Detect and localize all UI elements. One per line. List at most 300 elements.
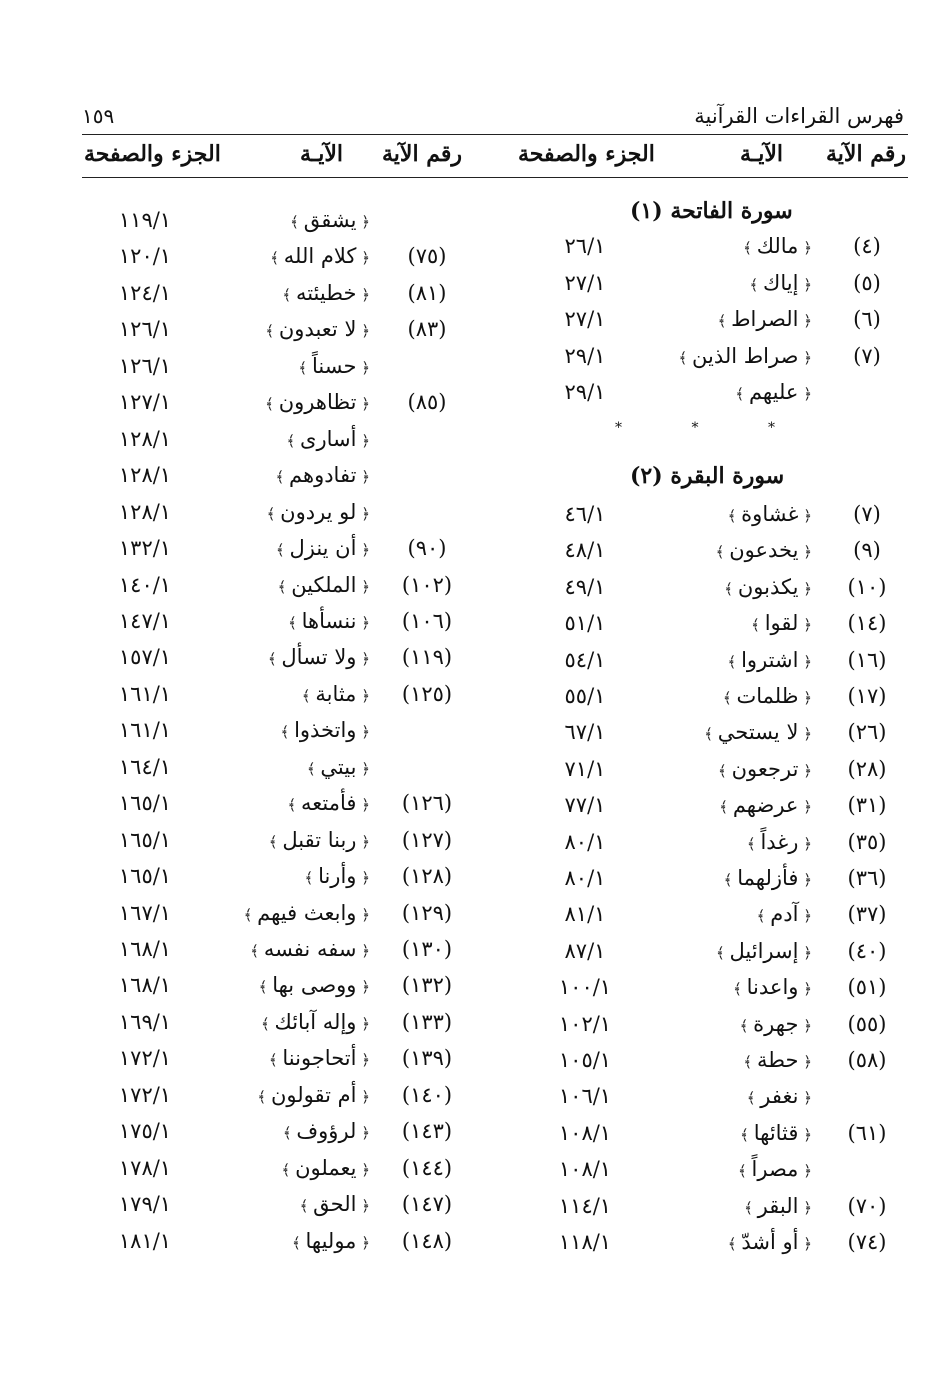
volume-page: ٢٧/١ (564, 270, 606, 295)
ornament-open: ﴿ (356, 759, 370, 778)
verse-number: (١٤٧) (401, 1192, 453, 1217)
volume-page: ٤٩/١ (564, 574, 606, 599)
ornament-open: ﴿ (356, 686, 370, 705)
ornament-close: ﴾ (727, 652, 742, 671)
ornament-close: ﴾ (275, 541, 290, 560)
verse-text (620, 271, 812, 295)
verse-word: فأمتعه (301, 791, 357, 816)
volume-page: ١٢٨/١ (118, 463, 172, 488)
verse-text (620, 380, 812, 404)
ornament-close: ﴾ (743, 1053, 757, 1071)
verse-number: (١١٩) (401, 645, 453, 670)
verse-text (620, 1084, 812, 1108)
volume-page: ١٦٧/١ (118, 900, 172, 925)
verse-number: (١٤٨) (401, 1228, 453, 1253)
volume-page: ٢٧/١ (564, 307, 606, 331)
ornament-close: ﴾ (286, 431, 301, 450)
ornament-open: ﴿ (798, 725, 812, 744)
verse-word: أن ينزل (289, 536, 357, 561)
verse-text (620, 902, 812, 926)
ornament-open: ﴿ (798, 980, 812, 999)
ornament-open: ﴿ (798, 1198, 812, 1217)
ornament-close: ﴾ (268, 1051, 283, 1070)
ornament-close: ﴾ (270, 249, 284, 268)
volume-page: ١٦٥/١ (118, 827, 172, 852)
volume-page: ٢٩/١ (564, 343, 606, 368)
verse-word: ولا تسأل (281, 645, 357, 670)
verse-text (620, 648, 812, 672)
verse-number: (٢٦) (847, 720, 887, 745)
page-number: ١٥٩ (82, 104, 115, 128)
ornament-open: ﴿ (356, 1124, 370, 1143)
volume-page: ١٢٦/١ (118, 317, 172, 342)
ornament-open: ﴿ (798, 1235, 812, 1253)
verse-word: ننسأها (301, 608, 357, 633)
ornament-open: ﴿ (356, 249, 370, 268)
volume-page: ١٦٩/١ (118, 1009, 172, 1034)
verse-number: (٥٥) (847, 1011, 887, 1036)
ornament-open: ﴿ (356, 869, 370, 888)
volume-page: ٥٥/١ (564, 684, 606, 708)
verse-text (620, 538, 812, 562)
verse-text (200, 536, 370, 560)
verse-word: ووصى بها (272, 973, 357, 998)
verse-text (620, 939, 812, 963)
left-header-verse: الآيـة (300, 141, 344, 167)
verse-number: (١٢٦) (401, 791, 453, 816)
verse-number: (١٢٥) (401, 681, 453, 706)
verse-word: مثابة (315, 681, 357, 706)
header-rule (82, 177, 908, 178)
ornament-open: ﴿ (798, 239, 812, 257)
verse-number: (٣٥) (847, 829, 887, 854)
verse-number: (٣١) (847, 793, 887, 818)
verse-text (200, 828, 370, 852)
surah-title-baqara: سورة البقرة (٢) (630, 463, 785, 489)
ornament-open: ﴿ (798, 1053, 812, 1071)
volume-page: ١٧٩/١ (118, 1192, 172, 1217)
verse-number: (١٦) (847, 647, 887, 672)
verse-word: مالك (756, 234, 799, 258)
ornament-close: ﴾ (756, 907, 771, 926)
verse-number: (٨٥) (407, 390, 447, 415)
ornament-close: ﴾ (746, 834, 761, 853)
volume-page: ٢٩/١ (564, 380, 606, 404)
volume-page: ١٥٧/١ (118, 645, 172, 670)
verse-text (200, 1010, 370, 1034)
verse-word: عرضهم (732, 793, 799, 818)
ornament-open: ﴿ (356, 285, 370, 304)
verse-number: (١٣٩) (401, 1046, 453, 1071)
ornament-close: ﴾ (277, 577, 292, 596)
ornament-open: ﴿ (356, 978, 370, 997)
verse-word: سفه نفسه (263, 937, 357, 961)
verse-word: موليها (305, 1228, 357, 1253)
verse-number: (٥١) (847, 975, 887, 1000)
verse-text (620, 684, 812, 708)
left-header-verse-number: رقم الآية (382, 141, 463, 167)
volume-page: ١٠٦/١ (558, 1084, 612, 1109)
ornament-close: ﴾ (715, 543, 730, 562)
verse-text (620, 830, 812, 854)
verse-text (200, 573, 370, 597)
ornament-close: ﴾ (266, 504, 281, 523)
verse-number: (١٤) (847, 611, 887, 636)
ornament-open: ﴿ (356, 1160, 370, 1179)
ornament-open: ﴿ (356, 1233, 370, 1252)
volume-page: ١٧٢/١ (118, 1046, 172, 1071)
ornament-open: ﴿ (356, 796, 370, 815)
ornament-close: ﴾ (291, 1233, 306, 1252)
verse-text (620, 1121, 812, 1145)
verse-text (200, 463, 370, 487)
verse-word: لرؤوف (296, 1119, 357, 1144)
verse-word: نغفر (760, 1084, 799, 1109)
verse-word: يشقق (303, 208, 357, 232)
verse-word: فأزلهما (737, 866, 799, 890)
ornament-close: ﴾ (751, 616, 765, 635)
volume-page: ٨١/١ (564, 902, 606, 927)
verse-text (620, 1194, 812, 1218)
ornament-open: ﴿ (356, 942, 370, 960)
verse-number: (٧٤) (847, 1230, 887, 1254)
verse-text (620, 344, 812, 368)
ornament-close: ﴾ (260, 1014, 275, 1033)
volume-page: ١٦١/١ (118, 718, 172, 743)
right-header-verse: الآيـة (740, 141, 784, 167)
left-header-volume-page: الجزء والصفحة (84, 141, 221, 167)
ornament-close: ﴾ (727, 507, 742, 525)
volume-page: ٤٨/١ (564, 538, 606, 563)
verse-text (200, 317, 370, 341)
ornament-close: ﴾ (727, 1235, 742, 1253)
verse-number: (٧٠) (847, 1193, 887, 1218)
ornament-open: ﴿ (798, 871, 812, 889)
verse-text (200, 791, 370, 815)
ornament-open: ﴿ (798, 907, 812, 926)
volume-page: ١٦٥/١ (118, 864, 172, 889)
separator-star: * (768, 420, 775, 436)
ornament-close: ﴾ (298, 358, 312, 377)
volume-page: ١٠٥/١ (558, 1048, 612, 1072)
volume-page: ١٦١/١ (118, 681, 172, 706)
volume-page: ٨٠/١ (564, 829, 606, 854)
ornament-close: ﴾ (258, 978, 273, 997)
verse-number: (٧) (853, 343, 881, 368)
verse-text (200, 1229, 370, 1253)
verse-word: جهرة (753, 1011, 799, 1036)
volume-page: ١٢٦/١ (118, 353, 172, 378)
verse-text (620, 1230, 812, 1254)
ornament-close: ﴾ (288, 613, 302, 632)
volume-page: ١٢٠/١ (118, 244, 172, 269)
volume-page: ١٦٨/١ (118, 973, 172, 998)
ornament-close: ﴾ (715, 943, 730, 962)
ornament-open: ﴿ (356, 213, 370, 231)
verse-number: (٩) (853, 538, 881, 563)
verse-number: (٢٨) (847, 756, 887, 781)
verse-text (200, 609, 370, 633)
volume-page: ١٤٧/١ (118, 608, 172, 633)
ornament-close: ﴾ (282, 1124, 297, 1143)
verse-text (200, 718, 370, 742)
right-header-volume-page: الجزء والصفحة (518, 141, 655, 167)
verse-number: (٣٧) (847, 902, 887, 927)
ornament-close: ﴾ (743, 239, 757, 257)
ornament-close: ﴾ (275, 468, 290, 487)
verse-number: (١٠٢) (401, 572, 453, 597)
verse-word: الملكين (291, 572, 357, 597)
volume-page: ٤٦/١ (564, 502, 606, 526)
verse-word: بيتي (320, 754, 357, 779)
ornament-close: ﴾ (749, 275, 764, 294)
verse-word: حسناً (311, 353, 357, 378)
verse-number: (٧٥) (407, 244, 447, 269)
verse-text (620, 234, 812, 258)
ornament-open: ﴿ (798, 275, 812, 294)
verse-text (200, 864, 370, 888)
volume-page: ١٧٨/١ (118, 1155, 172, 1180)
verse-number: (١٤٤) (401, 1155, 453, 1180)
ornament-open: ﴿ (798, 798, 812, 817)
ornament-open: ﴿ (798, 616, 812, 635)
volume-page: ١٢٨/١ (118, 499, 172, 524)
verse-word: أسارى (300, 426, 357, 451)
verse-word: إسرائيل (729, 938, 799, 963)
verse-text (620, 720, 812, 744)
ornament-close: ﴾ (704, 725, 718, 744)
volume-page: ١٠٨/١ (558, 1120, 612, 1145)
ornament-open: ﴿ (798, 385, 812, 403)
ornament-open: ﴿ (356, 832, 370, 851)
ornament-open: ﴿ (798, 761, 812, 780)
ornament-close: ﴾ (724, 579, 738, 598)
ornament-close: ﴾ (280, 723, 295, 742)
verse-word: يكذبون (737, 574, 799, 599)
verse-number: (٦١) (847, 1120, 887, 1145)
ornament-close: ﴾ (744, 1198, 758, 1217)
verse-text (620, 575, 812, 599)
verse-number: (٥٨) (847, 1048, 887, 1072)
ornament-open: ﴿ (798, 1125, 812, 1144)
separator-star: * (691, 420, 699, 436)
verse-word: الصراط (731, 307, 799, 331)
ornament-close: ﴾ (265, 322, 279, 341)
ornament-open: ﴿ (798, 312, 812, 330)
ornament-open: ﴿ (798, 689, 812, 707)
verse-word: لقوا (764, 611, 799, 636)
volume-page: ٧٧/١ (564, 793, 606, 818)
volume-page: ١١٩/١ (118, 208, 172, 232)
ornament-close: ﴾ (257, 1087, 271, 1106)
verse-word: أو أشدّ (741, 1230, 799, 1254)
verse-number: (٤٠) (847, 938, 887, 963)
verse-word: واعدنا (746, 975, 799, 1000)
verse-text (200, 281, 370, 305)
ornament-open: ﴿ (356, 577, 370, 596)
verse-text (620, 611, 812, 635)
verse-text (200, 354, 370, 378)
verse-word: يخدعون (729, 538, 799, 563)
verse-word: مصراً (751, 1157, 799, 1182)
ornament-close: ﴾ (250, 942, 264, 960)
verse-word: آدم (770, 902, 799, 927)
verse-word: عليهم (748, 380, 799, 404)
ornament-open: ﴿ (356, 613, 370, 632)
ornament-open: ﴿ (356, 1087, 370, 1106)
ornament-open: ﴿ (798, 579, 812, 598)
ornament-open: ﴿ (356, 1014, 370, 1033)
verse-word: كلام الله (283, 244, 357, 269)
verse-word: غشاوة (741, 502, 799, 526)
verse-word: البقر (757, 1193, 799, 1218)
verse-number: (١٣٠) (401, 937, 453, 961)
verse-number: (١٣٣) (401, 1009, 453, 1034)
verse-number: (٣٦) (847, 866, 887, 890)
top-rule (82, 134, 908, 135)
running-head (82, 100, 904, 136)
verse-text (200, 1119, 370, 1143)
volume-page: ١٦٥/١ (118, 791, 172, 816)
volume-page: ١٤٠/١ (118, 572, 172, 597)
ornament-close: ﴾ (746, 1089, 761, 1108)
ornament-close: ﴾ (287, 796, 302, 815)
ornament-close: ﴾ (723, 871, 738, 889)
verse-word: خطيئته (295, 280, 357, 305)
volume-page: ٧١/١ (564, 756, 606, 781)
volume-page: ١٠٢/١ (558, 1011, 612, 1036)
verse-word: لا يستحي (717, 720, 799, 745)
ornament-close: ﴾ (739, 1016, 754, 1035)
ornament-open: ﴿ (356, 723, 370, 742)
right-header-verse-number: رقم الآية (826, 141, 907, 167)
ornament-open: ﴿ (356, 541, 370, 560)
verse-text (200, 937, 370, 961)
verse-text (200, 208, 370, 232)
verse-word: أم تقولون (270, 1082, 357, 1107)
ornament-open: ﴿ (356, 1051, 370, 1070)
verse-number: (٧) (853, 502, 881, 526)
verse-text (620, 866, 812, 890)
verse-word: لو يردون (280, 499, 357, 524)
verse-text (620, 502, 812, 526)
volume-page: ١٠٠/١ (558, 975, 612, 1000)
verse-word: أتحاجوننا (282, 1046, 357, 1071)
ornament-open: ﴿ (356, 395, 370, 414)
surah-title-fatiha: سورة الفاتحة (١) (630, 198, 793, 224)
verse-number: (١٢٨) (401, 864, 453, 889)
verse-text (620, 793, 812, 817)
ornament-close: ﴾ (722, 689, 737, 707)
verse-word: ترجعون (731, 756, 799, 781)
ornament-open: ﴿ (356, 650, 370, 669)
ornament-open: ﴿ (356, 358, 370, 377)
ornament-close: ﴾ (718, 761, 732, 780)
verse-text (200, 973, 370, 997)
verse-number: (١٢٩) (401, 900, 453, 925)
ornament-close: ﴾ (301, 686, 316, 705)
volume-page: ٥١/١ (564, 611, 606, 636)
verse-text (200, 390, 370, 414)
verse-word: الحق (313, 1192, 357, 1217)
ornament-open: ﴿ (798, 652, 812, 671)
ornament-open: ﴿ (798, 834, 812, 853)
ornament-close: ﴾ (299, 1197, 314, 1216)
ornament-close: ﴾ (267, 650, 282, 669)
ornament-close: ﴾ (719, 798, 733, 817)
verse-text (200, 682, 370, 706)
verse-word: حطة (756, 1048, 799, 1072)
volume-page: ١٦٤/١ (118, 754, 172, 779)
verse-text (620, 1157, 812, 1181)
verse-word: إياك (763, 270, 799, 295)
ornament-open: ﴿ (798, 1162, 812, 1181)
ornament-open: ﴿ (356, 905, 370, 924)
verse-word: وإله آبائك (274, 1009, 357, 1034)
verse-text (200, 1083, 370, 1107)
ornament-close: ﴾ (281, 1160, 296, 1179)
verse-word: واتخذوا (294, 718, 357, 743)
ornament-close: ﴾ (290, 213, 304, 231)
volume-page: ٦٧/١ (564, 720, 606, 745)
ornament-open: ﴿ (356, 431, 370, 450)
ornament-open: ﴿ (356, 468, 370, 487)
verse-text (200, 1192, 370, 1216)
ornament-close: ﴾ (268, 832, 283, 851)
ornament-open: ﴿ (356, 504, 370, 523)
volume-page: ٥٤/١ (564, 647, 606, 672)
verse-text (200, 1046, 370, 1070)
volume-page: ١٧٢/١ (118, 1082, 172, 1107)
ornament-open: ﴿ (356, 322, 370, 341)
verse-text (620, 975, 812, 999)
verse-word: تظاهرون (278, 390, 357, 415)
volume-page: ١٢٤/١ (118, 280, 172, 305)
verse-text (200, 645, 370, 669)
volume-page: ١١٤/١ (558, 1193, 612, 1218)
verse-word: رغداً (760, 829, 799, 854)
ornament-close: ﴾ (733, 980, 747, 999)
verse-word: تفادوهم (289, 463, 357, 488)
verse-number: (١٣٢) (401, 973, 453, 998)
verse-text (200, 427, 370, 451)
ornament-close: ﴾ (265, 395, 279, 414)
verse-number: (١٠٦) (401, 608, 453, 633)
verse-number: (١٤٣) (401, 1119, 453, 1144)
section-separator (615, 420, 775, 436)
verse-text (200, 755, 370, 779)
verse-word: ظلمات (736, 684, 799, 708)
ornament-open: ﴿ (798, 543, 812, 562)
volume-page: ١٣٢/١ (118, 536, 172, 561)
verse-number: (٨٣) (407, 317, 447, 342)
ornament-open: ﴿ (356, 1197, 370, 1216)
ornament-close: ﴾ (304, 869, 319, 888)
ornament-close: ﴾ (282, 285, 296, 304)
verse-text (200, 901, 370, 925)
ornament-close: ﴾ (243, 905, 258, 924)
separator-star: * (615, 420, 622, 436)
verse-text (620, 1012, 812, 1036)
volume-page: ١٧٥/١ (118, 1119, 172, 1144)
verse-number: (٦) (853, 307, 881, 331)
ornament-open: ﴿ (798, 348, 812, 367)
verse-word: قثائها (753, 1120, 799, 1145)
verse-text (620, 307, 812, 331)
book-title: فهرس القراءات القرآنية (694, 104, 904, 128)
ornament-close: ﴾ (740, 1125, 754, 1144)
volume-page: ١٨١/١ (118, 1228, 172, 1253)
